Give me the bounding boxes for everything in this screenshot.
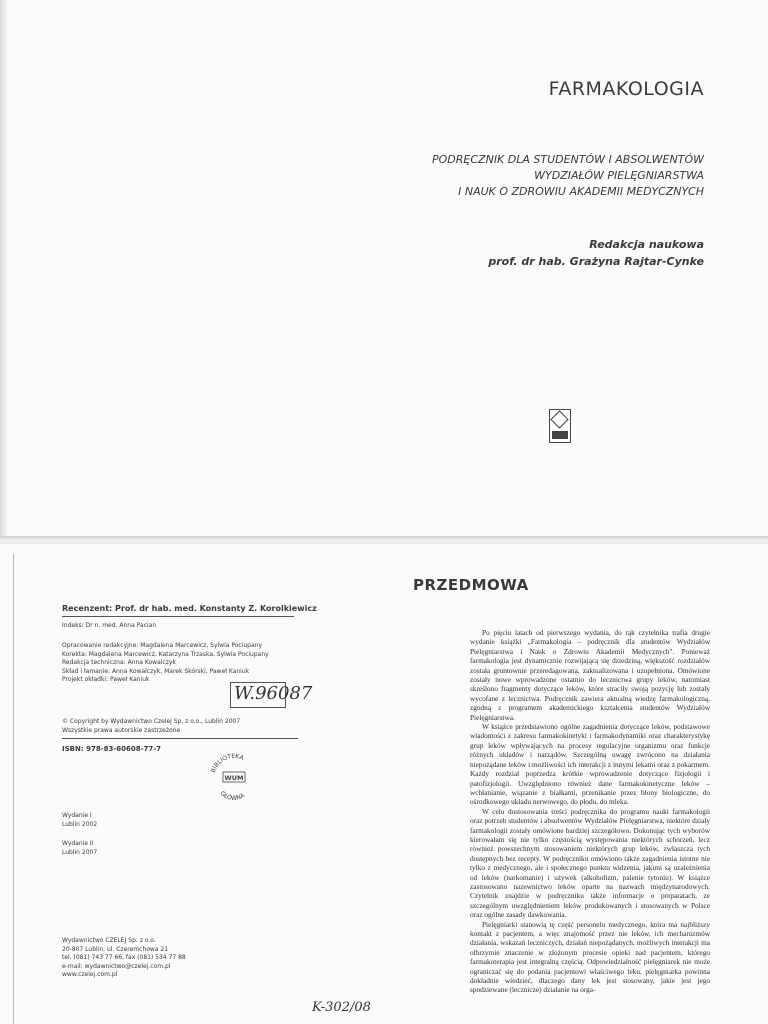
preface-paragraph: W celu dostosowania treści podręcznika do programu nauki farmakologii oraz potrzeb studentów i absolwentów Wydziałów Pielęgniarstwa, niektóre działy farmakologii zostały omówione bardziej szczegółowo. Dokonując tych wyborów kierowałam się nie tylko częstością występowania niektórych schorzeń, lecz również powszechnym stosowaniem niektórych grup leków, zwłaszcza tych dostępnych bez recepty. W podręczniku omówiono także zagadnienia istotne nie tylko z medycznego, ale i społecznego punktu widzenia, jakimi są uzależnienia od leków (narkomanie) i używek (alkoholizm, palenie tytoniu). W książce zastosowano nazewnictwo leków oparte na nazwach międzynarodowych. Czytelnik znajdzie w podręczniku także informacje o preparatach, ze szczególnym uwzględnieniem leków produkowanych i stosowanych w Polsce oraz ogólne zasady dawkowania. bbox=[470, 806, 710, 920]
subtitle-line: I NAUK O ZDROWIU AKADEMII MEDYCZNYCH bbox=[458, 185, 704, 198]
publisher-block bbox=[62, 937, 302, 980]
publisher-line: e-mail: wydawnictwo@czelej.com.pl bbox=[62, 962, 171, 970]
credit-line: Korekta: Magdalena Marcewicz, Katarzyna Trzaska, Sylwia Pociupany bbox=[62, 650, 269, 658]
edition-1 bbox=[62, 812, 302, 829]
publisher-line: 20-807 Lublin, ul. Czeremchowa 21 bbox=[62, 945, 169, 953]
stamp-top-text: BIBLIOTEKA bbox=[209, 752, 245, 774]
page-edge-shadow bbox=[0, 0, 8, 536]
subtitle-line: WYDZIAŁÓW PIELĘGNIARSTWA bbox=[534, 169, 704, 182]
book-subtitle bbox=[432, 152, 704, 200]
edition-label: Wydanie I bbox=[62, 812, 92, 819]
edition-place: Lublin 2007 bbox=[62, 848, 98, 856]
logo-band bbox=[552, 431, 568, 439]
imprint-rule bbox=[62, 738, 298, 739]
rights-line: Wszystkie prawa autorskie zastrzeżone bbox=[62, 726, 181, 734]
stamp-bottom-text: GŁÓWNA bbox=[218, 789, 246, 803]
publisher-line: tel. (081) 743 77 66, fax (081) 534 77 88 bbox=[62, 954, 186, 961]
editorship-label: Redakcja naukowa bbox=[589, 238, 704, 251]
credit-line: Projekt okładki: Paweł Kaniuk bbox=[62, 676, 150, 683]
isbn: ISBN: 978-83-60608-77-7 bbox=[62, 745, 162, 753]
page-fold bbox=[0, 536, 768, 544]
book-title: FARMAKOLOGIA bbox=[548, 78, 704, 100]
imprint-rule bbox=[62, 616, 294, 617]
publisher-line: www.czelej.com.pl bbox=[62, 971, 118, 978]
editor-name: prof. dr hab. Grażyna Rajtar-Cynke bbox=[488, 255, 704, 268]
logo-mark bbox=[550, 410, 568, 428]
copyright-line: © Copyright by Wydawnictwo Czelej Sp. z o.o., Lublin 2007 bbox=[62, 718, 241, 725]
copyright-block bbox=[62, 718, 302, 735]
index-credit: Indeks: Dr n. med. Anna Pacian bbox=[62, 622, 157, 629]
preface-body bbox=[470, 628, 710, 995]
credit-line: Skład i łamanie: Anna Kowalczyk, Marek Skórski, Paweł Kaniuk bbox=[62, 667, 250, 675]
subtitle-line: PODRĘCZNIK DLA STUDENTÓW I ABSOLWENTÓW bbox=[432, 153, 704, 166]
margin-rule bbox=[13, 554, 14, 1024]
preface-title: PRZEDMOWA bbox=[413, 576, 529, 594]
credit-line: Opracowanie redakcyjne: Magdalena Marcewicz, Sylwia Pociupany bbox=[62, 642, 262, 649]
edition-label: Wydanie II bbox=[62, 840, 94, 847]
publisher-line: Wydawnictwo CZELEJ Sp. z o.o. bbox=[62, 937, 156, 944]
inventory-number: W.96087 bbox=[234, 683, 313, 704]
edition-place: Lublin 2002 bbox=[62, 820, 98, 828]
stamp-center-text: WUM bbox=[224, 774, 244, 782]
preface-paragraph: W książce przedstawiono ogólne zagadnienia dotyczące leków, podstawowe wiadomości z zakresu farmakokinetyki i farmakodynamiki oraz charakterystykę grup leków wpływających na procesy regulacyjne organizmu oraz funkcje różnych układów i narządów. Szczególną uwagę zwrócono na działania niepożądane leków i możliwości ich interakcji z innymi lekami oraz z pokarmem. Każdy rozdział poprzedza krótkie wprowadzenie dotyczące fizjologii i patofizjologii. Uwzględniono również dane farmakokinetyczne leków – wchłanianie, wiązanie z białkami, przenikanie przez błony biologiczne, do ośrodkowego układu nerwowego, do płodu, do mleka. bbox=[470, 722, 710, 807]
credit-line: Redakcja techniczna: Anna Kowalczyk bbox=[62, 659, 176, 666]
reviewer-line: Recenzent: Prof. dr hab. med. Konstanty Z. Korolkiewicz bbox=[62, 604, 317, 613]
credits-block bbox=[62, 642, 302, 685]
publisher-logo-icon bbox=[549, 409, 571, 443]
editorship bbox=[488, 236, 704, 270]
preface-paragraph: Pielęgniarki stanowią tę część personelu medycznego, która ma najbliższy kontakt z pacjentem, a więc znajomość przez nie leków, ich mechanizmów działania, wskazań leczniczych, działań niepożądanych, możliwych interakcji ma olbrzymie znaczenie w złożonym procesie opieki nad pacjentem, którego farmakoterapia jest integralną częścią. Odpowiedzialność pielęgniarek nie może ograniczać się do podania pacjentowi właściwego leku, pielęgniarka powinna dokładnie wiedzieć, dlaczego dany lek jest stosowany, jakie jest jego spodziewane (lecznicze) działanie na orga- bbox=[470, 919, 710, 995]
preface-paragraph: Po pięciu latach od pierwszego wydania, do rąk czytelnika trafia drugie wydanie książki „Farmakologia – podręcznik dla studentów Wydziałów Pielęgniarstwa i Nauk o Zdrowiu Akademii Medycznych". Ponieważ farmakologia jest dynamicznie rozwijającą się dziedziną, większość rozdziałów została gruntownie przeredagowana, zaktualizowana i uzupełniona. Omówione zostały nowe wprowadzone ostatnio do lecznictwa grupy leków, natomiast skreślono fragmenty dotyczące leków, które straciły swoją pozycję lub zostały wycofane z lecznictwa. Podręcznik zawiera aktualną wiedzę farmakologiczną, zgodną z programem akademickiego kształcenia studentów Wydziałów Pielęgniarstwa. bbox=[470, 628, 710, 722]
edition-2 bbox=[62, 840, 302, 857]
call-number: K-302/08 bbox=[312, 1000, 371, 1015]
library-stamp-icon bbox=[204, 748, 264, 808]
